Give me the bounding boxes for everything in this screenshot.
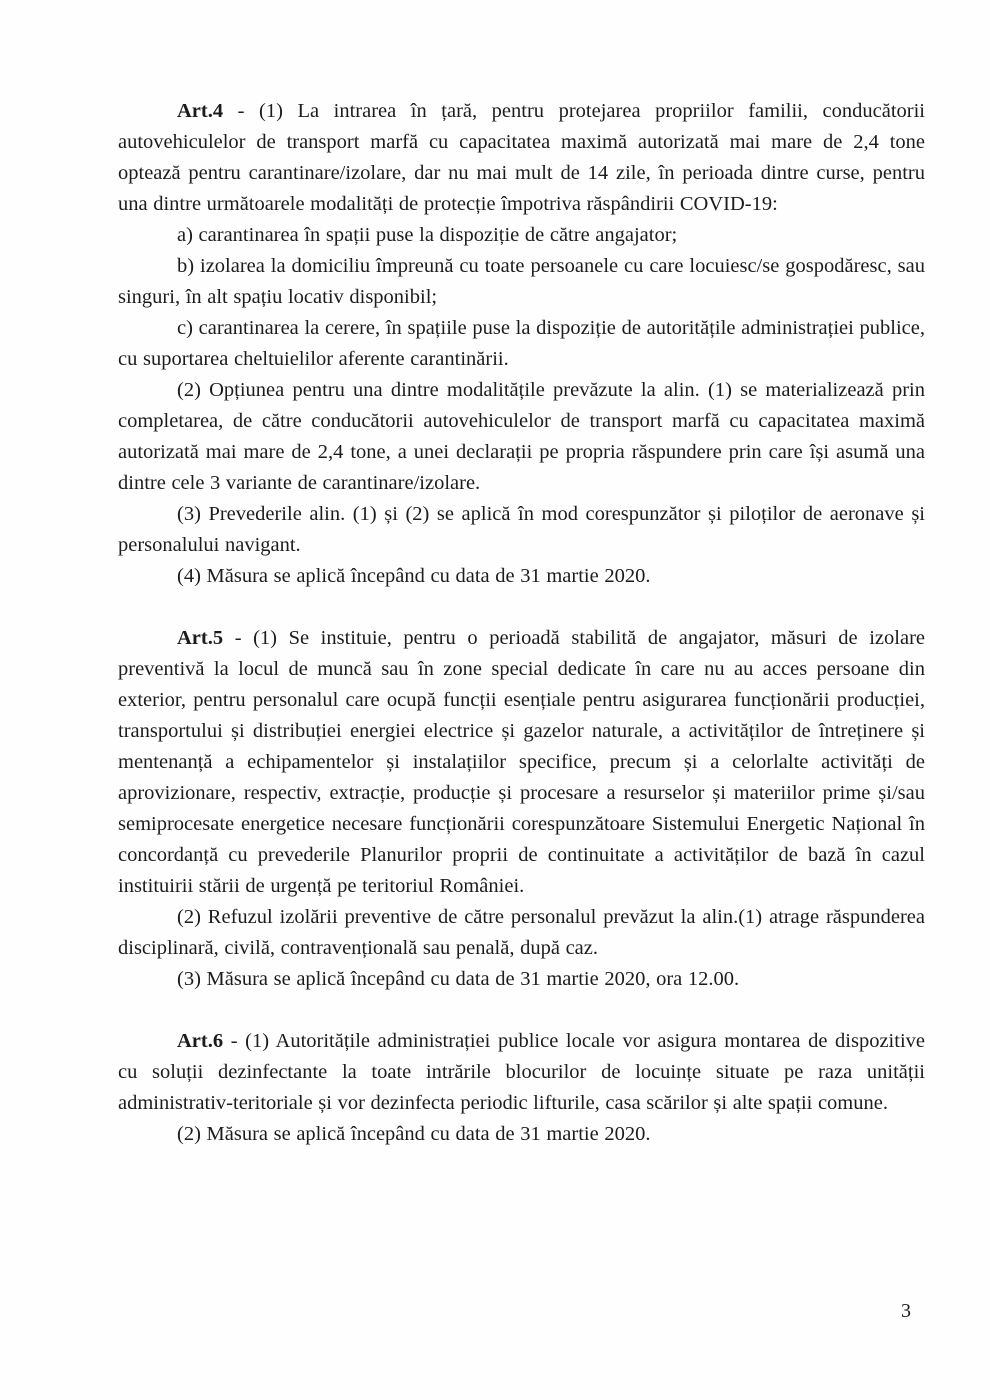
list-item-c xyxy=(118,313,925,375)
article-label-art5: Art.5 xyxy=(177,627,224,649)
paragraph-art5-intro xyxy=(118,623,925,902)
paragraph-art4-alin3 xyxy=(118,499,925,561)
list-item-a xyxy=(118,220,925,251)
paragraph-text: b) izolarea la domiciliu împreună cu toate persoanele cu care locuiesc/se gospodăresc, sau singuri, în alt spațiu locativ disponibil; xyxy=(118,255,925,308)
paragraph-art6-alin2 xyxy=(118,1119,925,1150)
paragraph-art4-alin4 xyxy=(118,561,925,592)
paragraph-text: (3) Prevederile alin. (1) și (2) se aplică în mod corespunzător și piloților de aeronave și personalului navigant. xyxy=(118,503,925,556)
paragraph-text: - (1) Se instituie, pentru o perioadă stabilită de angajator, măsuri de izolare preventivă la locul de muncă sau în zone special dedicate în care nu au acces persoane din exterior, pentru personalul care ocupă funcții esențiale pentru asigurarea funcționării producției, transportului și distribuției energiei electrice și gazelor naturale, a activităților de întreținere și mentenanță a echipamentelor și instalațiilor specifice, precum și a celorlalte activități de aprovizionare, respectiv, extracție, producție și procesare a resurselor și materiilor prime și/sau semiprocesate energetice necesare funcționării corespunzătoare Sistemului Energetic Național în concordanță cu prevederile Planurilor proprii de continuitate a activităților de bază în cazul instituirii stării de urgență pe teritoriul României. xyxy=(118,627,925,897)
paragraph-text: (2) Măsura se aplică începând cu data de 31 martie 2020. xyxy=(177,1123,651,1145)
paragraph-text: - (1) Autoritățile administrației publice locale vor asigura montarea de dispozitive cu soluții dezinfectante la toate intrările blocurilor de locuințe situate pe raza unității administrativ-teritoriale și vor dezinfecta periodic lifturile, casa scărilor și alte spații comune. xyxy=(118,1030,925,1114)
paragraph-art4-intro xyxy=(118,96,925,220)
article-label-art4: Art.4 xyxy=(177,100,224,122)
list-item-b xyxy=(118,251,925,313)
paragraph-art5-alin2 xyxy=(118,902,925,964)
paragraph-text: (2) Opțiunea pentru una dintre modalitățile prevăzute la alin. (1) se materializează prin completarea, de către conducătorii autovehiculelor de transport marfă cu capacitatea maximă autorizată mai mare de 2,4 tone, a unei declarații pe propria răspundere prin care își asumă una dintre cele 3 variante de carantinare/izolare. xyxy=(118,379,925,494)
article-label-art6: Art.6 xyxy=(177,1030,224,1052)
paragraph-text: - (1) La intrarea în țară, pentru protejarea propriilor familii, conducătorii autovehiculelor de transport marfă cu capacitatea maximă autorizată mai mare de 2,4 tone optează pentru carantinare/izolare, dar nu mai mult de 14 zile, în perioada dintre curse, pentru una dintre următoarele modalități de protecție împotriva răspândirii COVID-19: xyxy=(118,100,925,215)
paragraph-text: (2) Refuzul izolării preventive de către personalul prevăzut la alin.(1) atrage răspunderea disciplinară, civilă, contravențională sau penală, după caz. xyxy=(118,906,925,959)
paragraph-art6-intro xyxy=(118,1026,925,1119)
paragraph-text: c) carantinarea la cerere, în spațiile puse la dispoziție de autoritățile administrației publice, cu suportarea cheltuielilor aferente carantinării. xyxy=(118,317,925,370)
paragraph-art4-alin2 xyxy=(118,375,925,499)
document-body xyxy=(118,96,925,1150)
paragraph-art5-alin3 xyxy=(118,964,925,995)
paragraph-text: (4) Măsura se aplică începând cu data de 31 martie 2020. xyxy=(177,565,651,587)
paragraph-text: a) carantinarea în spații puse la dispoziție de către angajator; xyxy=(177,224,678,246)
page-number: 3 xyxy=(901,1300,911,1322)
paragraph-text: (3) Măsura se aplică începând cu data de 31 martie 2020, ora 12.00. xyxy=(177,968,740,990)
